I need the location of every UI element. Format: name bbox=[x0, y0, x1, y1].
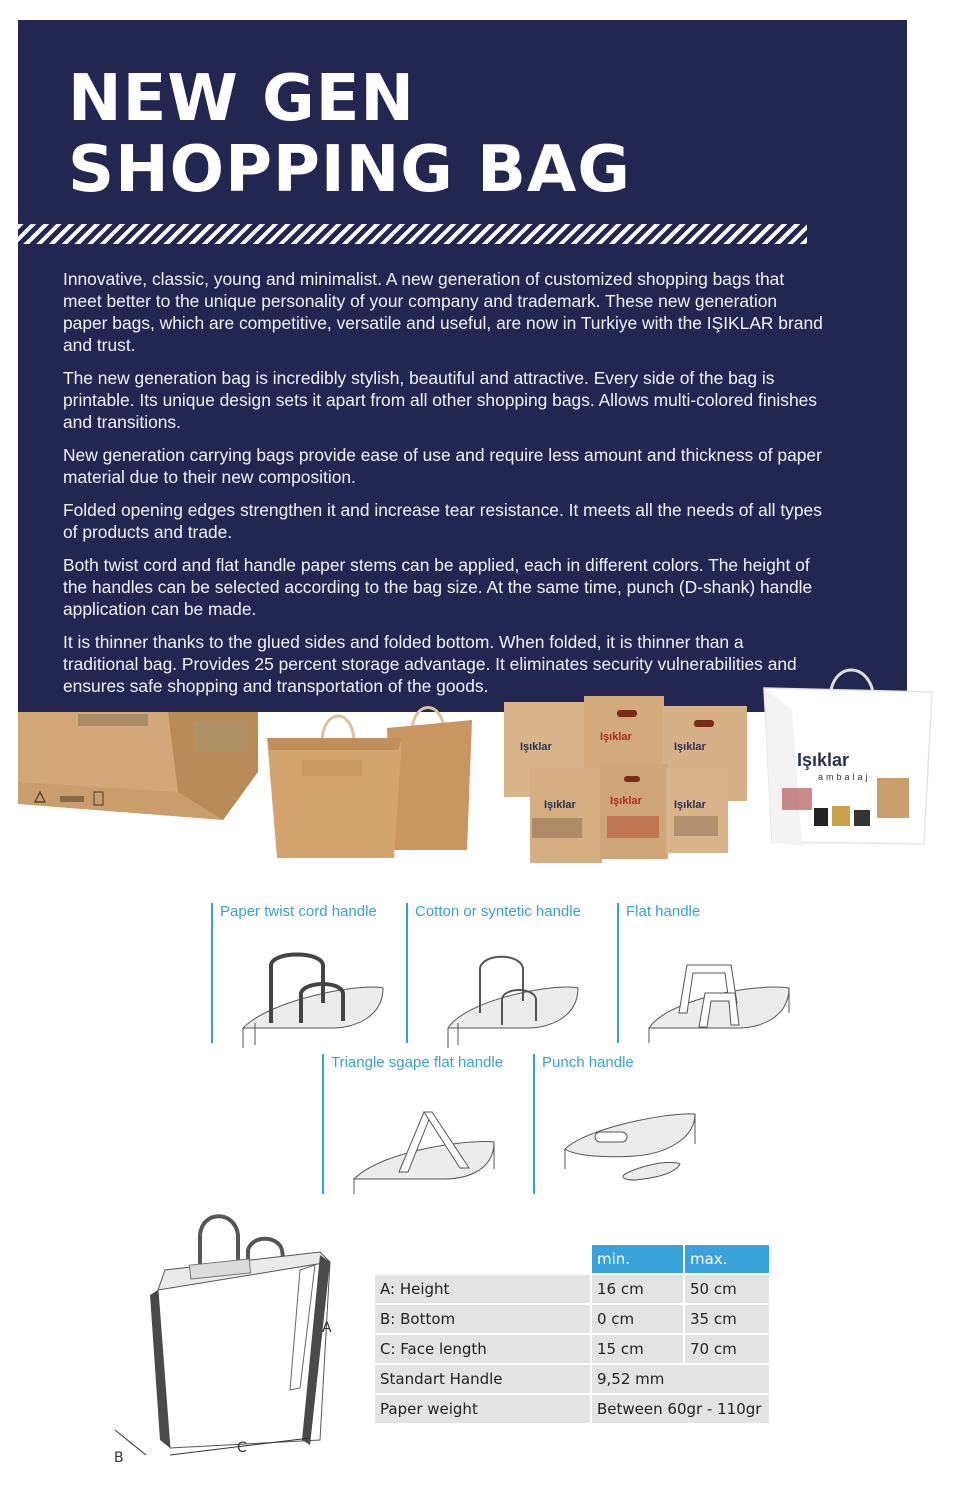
row-label: Standart Handle bbox=[374, 1364, 591, 1394]
paragraph: The new generation bag is incredibly stylish, beautiful and attractive. Every side of the bag is printable. Its unique design sets it apart from all other shopping bags. Allows multi-colored finishes and transitions. bbox=[63, 368, 817, 432]
label-a: A bbox=[322, 1320, 332, 1336]
table-row bbox=[374, 1304, 770, 1334]
table-header-row bbox=[374, 1244, 770, 1274]
page-title bbox=[68, 64, 631, 206]
label-c: C bbox=[237, 1440, 247, 1456]
svg-text:Işıklar: Işıklar bbox=[600, 731, 632, 743]
paragraph: Both twist cord and flat handle paper stems can be applied, each in different colors. The height of the handles can be selected according to the bag size. At the same time, punch (D-shank) handle application can be made. bbox=[63, 555, 813, 619]
row-value: Between 60gr - 110gr bbox=[591, 1394, 770, 1424]
cotton-handle-illustration bbox=[428, 943, 588, 1053]
handle-type-twist-cord bbox=[211, 903, 393, 1043]
flat-handle-illustration bbox=[639, 943, 799, 1053]
table-row bbox=[374, 1334, 770, 1364]
diagonal-stripe-divider bbox=[18, 224, 807, 244]
svg-text:Işıklar: Işıklar bbox=[674, 799, 706, 811]
triangle-flat-handle-illustration bbox=[344, 1094, 504, 1204]
brand-logo: Işıklar bbox=[520, 741, 552, 753]
svg-text:Işıklar: Işıklar bbox=[610, 795, 642, 807]
kraft-bags-photo bbox=[262, 700, 477, 860]
row-label: Paper weight bbox=[374, 1394, 591, 1424]
white-printed-bag-photo bbox=[762, 660, 934, 848]
hero-panel bbox=[18, 20, 907, 712]
spec-table bbox=[373, 1243, 771, 1425]
table-row bbox=[374, 1274, 770, 1304]
brand-sub: ambalaj bbox=[818, 772, 871, 782]
row-label: B: Bottom bbox=[374, 1304, 591, 1334]
handle-label: Paper twist cord handle bbox=[220, 903, 377, 920]
col-max-header: max. bbox=[684, 1244, 770, 1274]
col-min-header: min. bbox=[591, 1244, 684, 1274]
row-value: 9,52 mm bbox=[591, 1364, 770, 1394]
row-label: C: Face length bbox=[374, 1334, 591, 1364]
label-b: B bbox=[114, 1450, 124, 1466]
handle-label: Triangle sgape flat handle bbox=[331, 1054, 504, 1071]
twist-cord-handle-illustration bbox=[233, 943, 393, 1053]
intro-text bbox=[63, 268, 823, 708]
table-row bbox=[374, 1364, 770, 1394]
row-label: A: Height bbox=[374, 1274, 591, 1304]
row-min: 0 cm bbox=[591, 1304, 684, 1334]
handle-label: Punch handle bbox=[542, 1054, 634, 1071]
svg-text:Işıklar: Işıklar bbox=[544, 799, 576, 811]
handle-type-triangle-flat bbox=[322, 1054, 524, 1194]
handle-type-punch bbox=[533, 1054, 705, 1194]
handle-label: Cotton or syntetic handle bbox=[415, 903, 581, 920]
paragraph: Folded opening edges strengthen it and increase tear resistance. It meets all the needs of all types of products and trade. bbox=[63, 500, 822, 542]
punch-handle-illustration bbox=[555, 1094, 715, 1204]
row-max: 35 cm bbox=[684, 1304, 770, 1334]
svg-text:Işıklar: Işıklar bbox=[797, 750, 850, 770]
handle-type-flat bbox=[617, 903, 789, 1043]
printed-bags-photo bbox=[502, 690, 752, 865]
handle-type-cotton bbox=[406, 903, 608, 1043]
kraft-bag-closeup-photo bbox=[18, 712, 258, 820]
paragraph: Innovative, classic, young and minimalist. A new generation of customized shopping bags that meet better to the unique personality of your company and trademark. These new generation paper bags, which are competitive, versatile and useful, are now in Turkiye with the IŞIKLAR brand and trust. bbox=[63, 269, 823, 355]
handle-label: Flat handle bbox=[626, 903, 701, 920]
row-max: 50 cm bbox=[684, 1274, 770, 1304]
title-line-1: NEW GEN bbox=[68, 62, 415, 136]
svg-text:Işıklar: Işıklar bbox=[674, 741, 706, 753]
row-min: 15 cm bbox=[591, 1334, 684, 1364]
paragraph: New generation carrying bags provide ease of use and require less amount and thickness of paper material due to their new composition. bbox=[63, 445, 822, 487]
bag-dimension-diagram bbox=[110, 1210, 340, 1470]
row-min: 16 cm bbox=[591, 1274, 684, 1304]
title-line-2: SHOPPING BAG bbox=[68, 133, 631, 207]
paragraph: It is thinner thanks to the glued sides and folded bottom. When folded, it is thinner than a traditional bag. Provides 25 percent storage advantage. It eliminates security vulnerabilities and ensures safe shopping and transportation of the goods. bbox=[63, 632, 797, 696]
table-row bbox=[374, 1394, 770, 1424]
row-max: 70 cm bbox=[684, 1334, 770, 1364]
